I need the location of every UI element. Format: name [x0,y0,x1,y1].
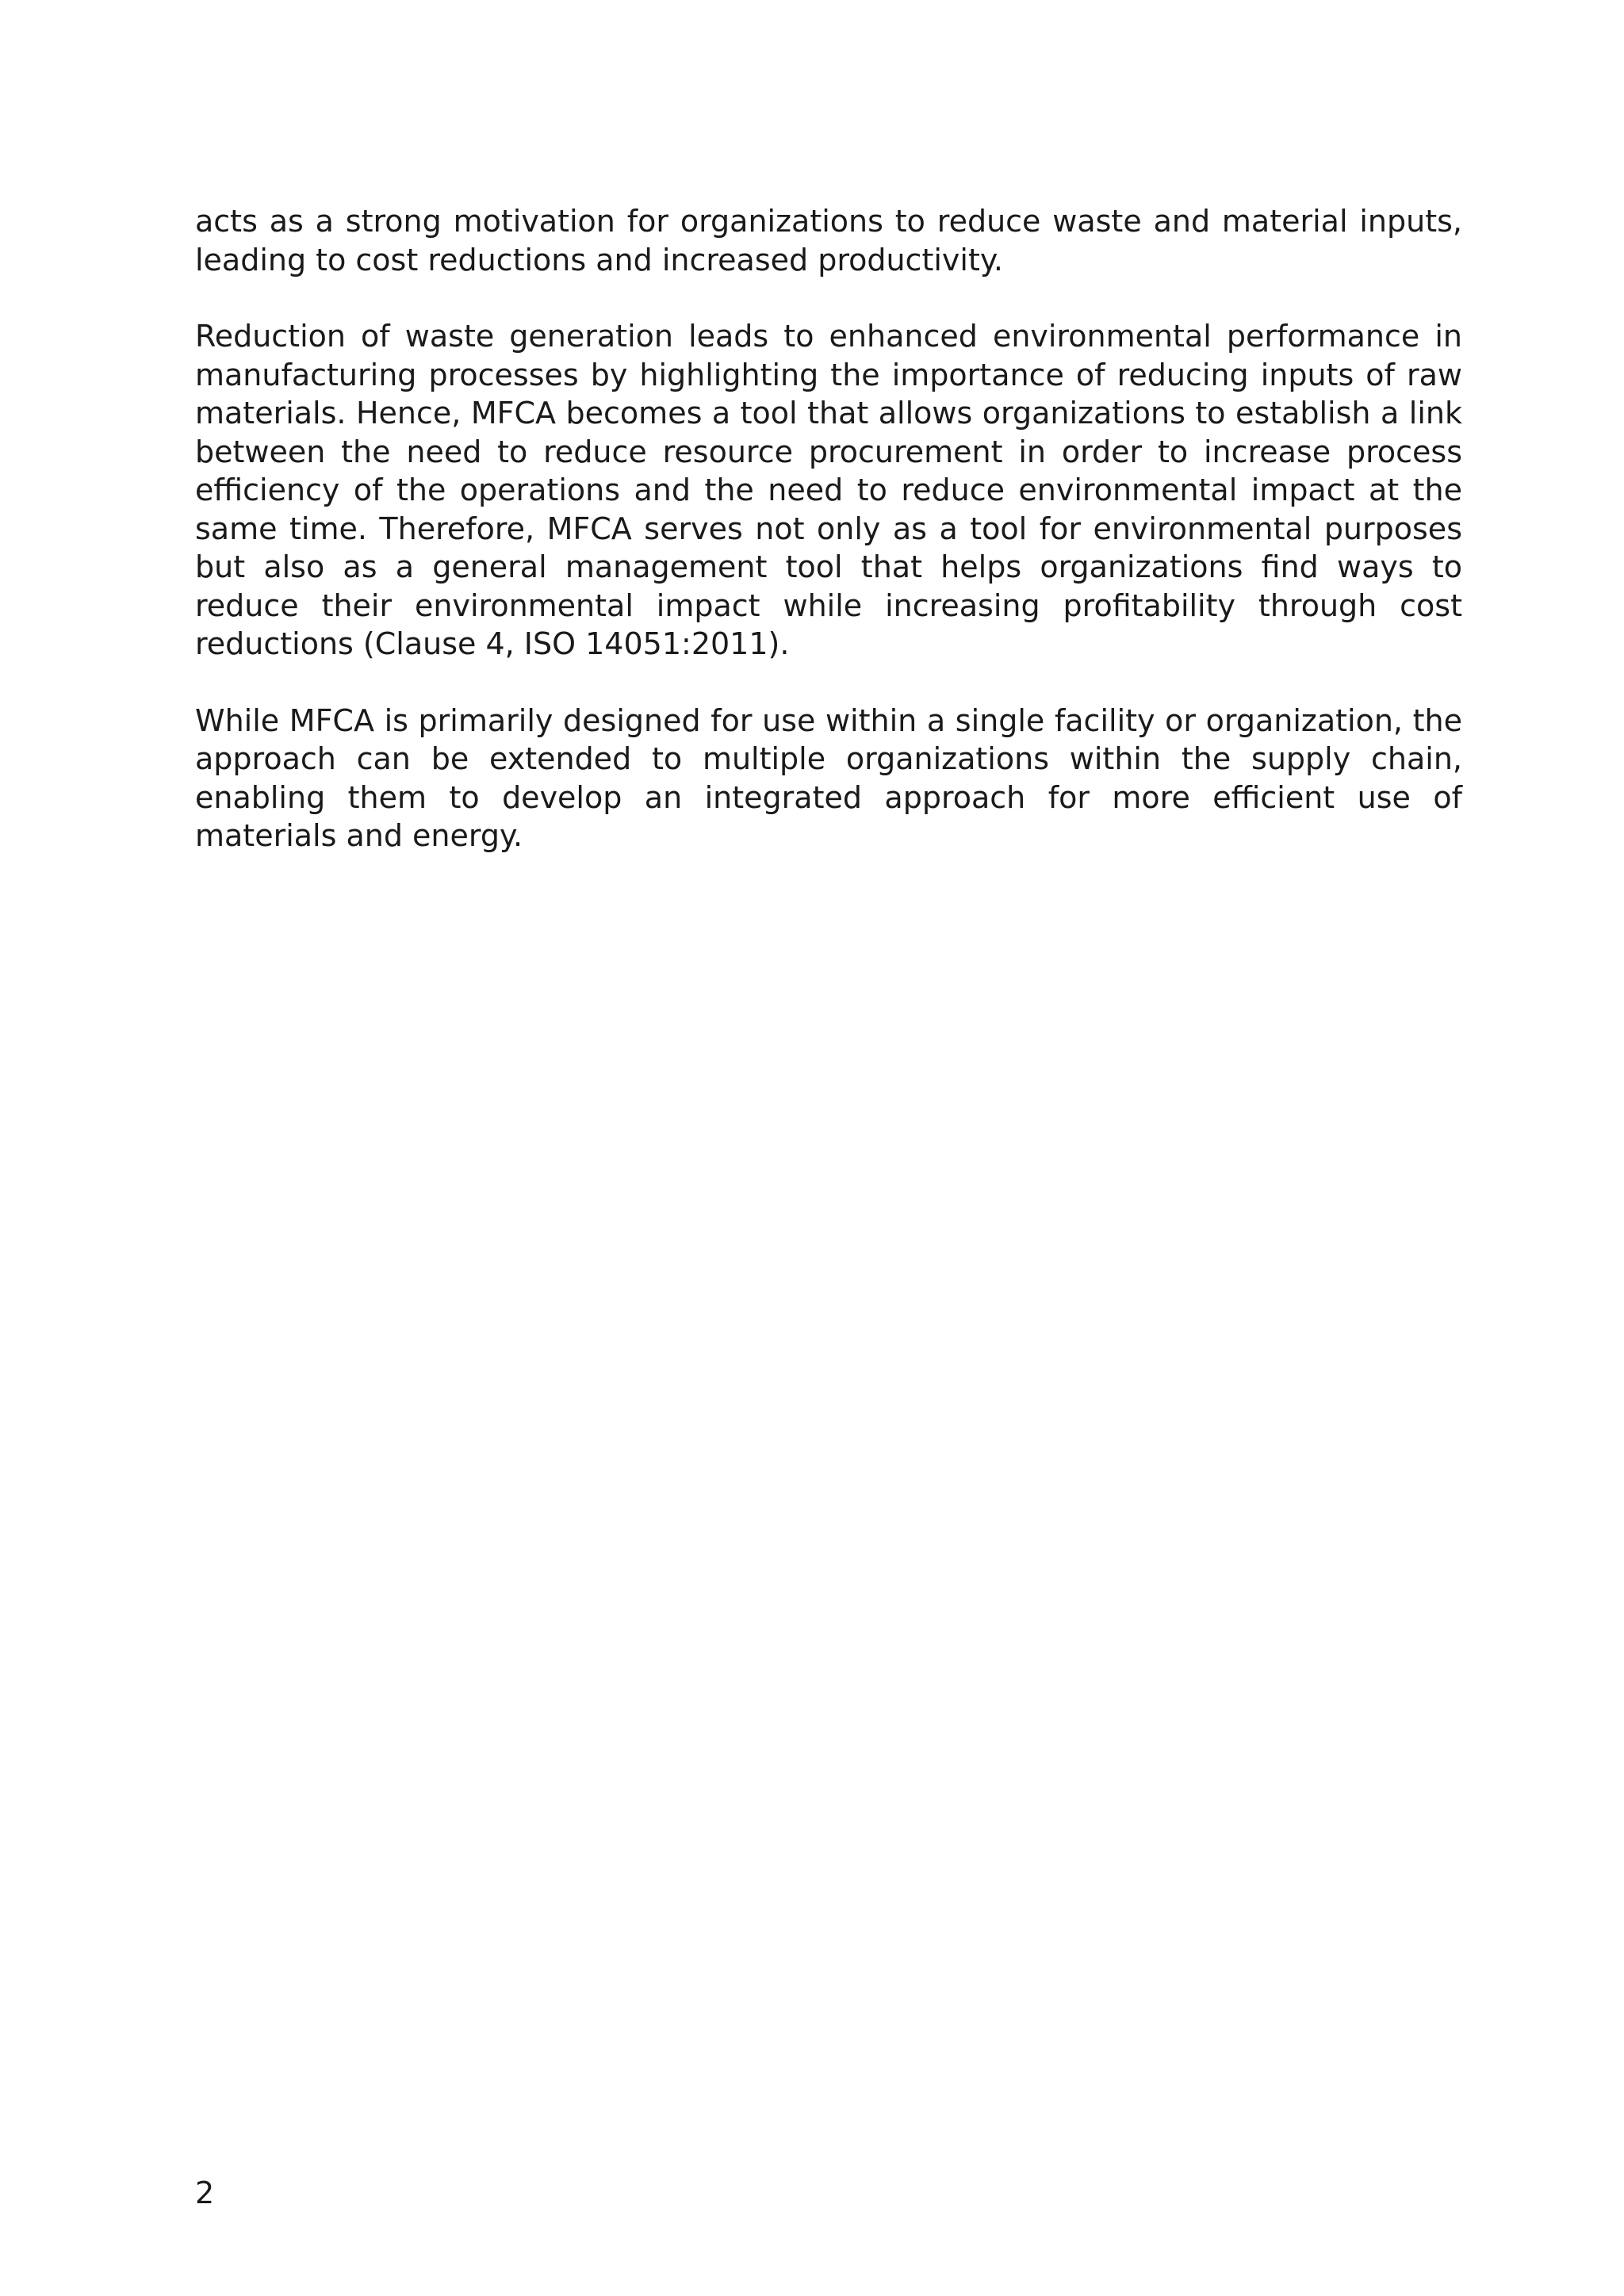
paragraph-1: acts as a strong motivation for organizations to reduce waste and material inputs, leading to cost reductions and increased productivity. [195,204,1462,277]
paragraph-2: Reduction of waste generation leads to enhanced environmental performance in manufacturing processes by highlighting the importance of reducing inputs of raw materials. Hence, MFCA becomes a tool that allows organizations to establish a link between the need to reduce resource procurement in order to increase process efficiency of the operations and the need to reduce environmental impact at the same time. Therefore, MFCA serves not only as a tool for environmental purposes but also as a general management tool that helps organizations find ways to reduce their environmental impact while increasing profitability through cost reductions (Clause 4, ISO 14051:2011). [195,319,1462,661]
paragraph-3: While MFCA is primarily designed for use within a single facility or organization, the approach can be extended to multiple organizations within the supply chain, enabling them to develop an integrated approach for more efficient use of materials and energy. [195,702,1462,853]
page-number: 2 [195,2175,215,2210]
body-text [195,202,1462,894]
